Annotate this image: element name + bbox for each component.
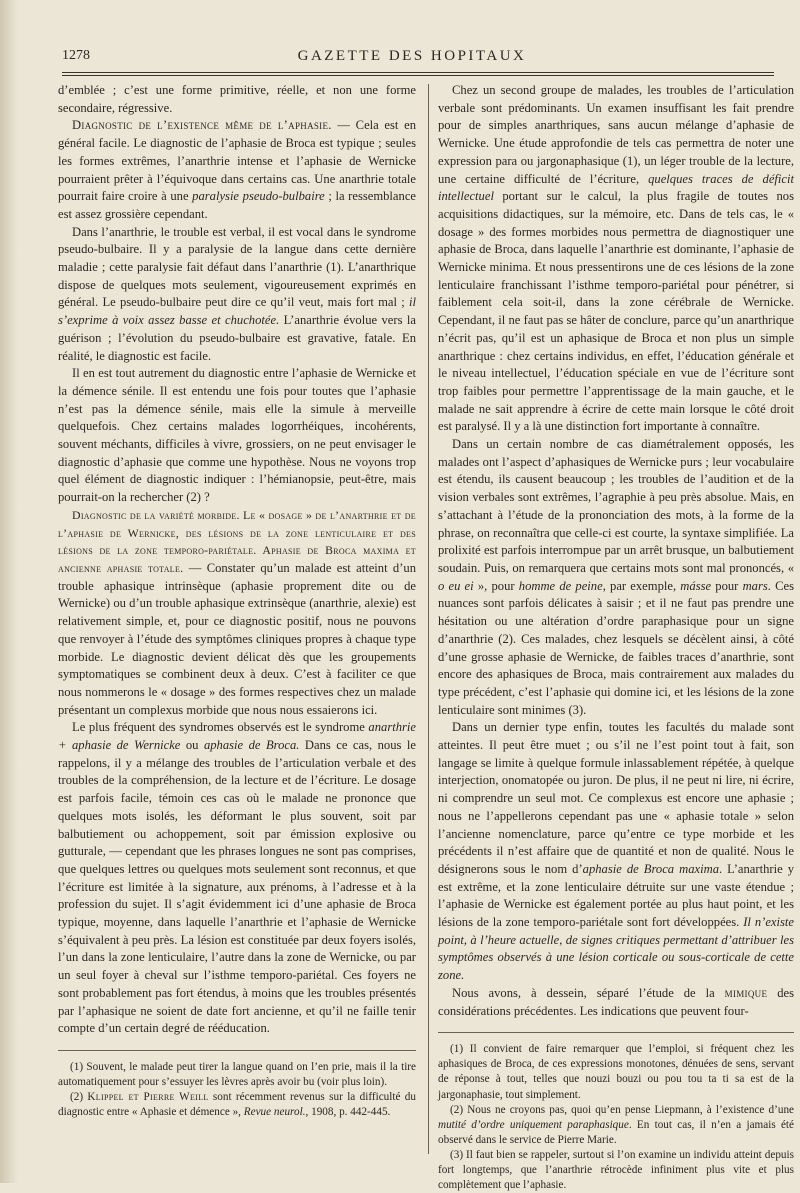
left-column xyxy=(58,82,416,1120)
paragraph: Dans un dernier type enfin, toutes les facultés du malade sont atteintes. Il peut être muet ; ou s’il ne l’est point tout à fait, son langage se limite à quelque formule inlassablement répétée, à quelque interjection, onomatopée ou juron. De plus, il ne peut ni lire, ni écrire, ni comprendre un seul mot. Ce complexus est encore une aphasie ; nous ne l’appellerons cependant pas une « aphasie totale » selon l’ancienne nomenclature, parce qu’entre ce type morbide et les précédents il n’est affaire que de quantité et non de qualité. Nous le désignerons sous le nom d’aphasie de Broca maxima. L’anarthrie y est extrême, et la zone lenticulaire détruite sur une vaste étendue ; l’aphasie de Wernicke est également portée au plus haut point, et les lésions de la zone temporo-pariétale sont fort développées. Il n’existe point, à l’heure actuelle, de signes critiques permettant d’attribuer les symptômes observés à une lésion corticale ou sous-corticale de cette zone. xyxy=(438,720,795,983)
paragraph: Diagnostic de l’existence même de l’aphasie. — Cela est en général facile. Le diagnostic de l’aphasie de Broca est typique ; seules les formes extrêmes, l’anarthrie intense et l’aphasie de Wernicke pourraient prêter à l’équivoque dans certains cas. Une anarthrie totale pourrait faire croire à une paralysie pseudo-bulbaire ; la ressemblance est assez grossière cependant. xyxy=(58,118,417,221)
section-heading: Diagnostic de l’existence même de l’aphasie. xyxy=(72,118,332,133)
footnote: (3) Il faut bien se rappeler, surtout si l’on examine un individu atteint depuis fort longtemps, que l’anarthrie rétrocède infiniment plus vite et plus complètement que l’aphasie. xyxy=(438,1148,794,1192)
header-rule-bottom xyxy=(62,75,774,76)
paragraph: Dans l’anarthrie, le trouble est verbal, il est vocal dans le syndrome pseudo-bulbaire. Il y a paralysie de la langue dans cette dernière maladie ; cette paralysie fait défaut dans l’anarthrie (1). L’anarthrique dispose de quelques mots seulement, vigoureusement exprimés en général. Le pseudo-bulbaire peut dire ce qu’il veut, mais fort mal ; il s’exprime à voix assez basse et chuchotée. L’anarthrie évolue vers la guérison ; l’évolution du pseudo-bulbaire est gravative, fatale. En réalité, le diagnostic est facile. xyxy=(58,224,416,363)
paragraph: Chez un second groupe de malades, les troubles de l’articulation verbale sont prédominants. Un examen insuffisant les fait prendre pour de simples anarthriques, sans aucun mélange d’aphasie de Wernicke. Une étude approfondie de tels cas permettra de noter une expression para ou jargonaphasique (1), un léger trouble de la lecture, une certaine difficulté de l’écriture, quelques traces de déficit intellectuel portant sur le calcul, la plus fragile de toutes nos acquisitions didactiques, sur la mémoire, etc. Dans de tels cas, le « dosage » des formes morbides nous permettra de diagnostiquer une aphasie de Broca, dans laquelle l’anarthrie est dominante, l’aphasie de Wernicke minima. Et nous pressentirons une de ces lésions de la zone lenticulaire franchissant l’isthme temporo-pariétal pour pénétrer, si faiblement cela soit-il, dans la zone cérébrale de Wernicke. Cependant, il ne faut pas se hâter de conclure, parce qu’un anarthrique n’écrit pas, qu’il est un aphasique de Broca et non plus un simple anarthrique : chez certains individus, en effet, l’éducation générale et le niveau intellectuel, l’éducation spéciale en vue de l’écriture sont trop faibles pour permettre l’apprentissage de la main gauche, et le malade ne sait apprendre à écrire de cette main lorsque le côté droit est paralysé. Il y a là une distinction fort importante à connaître. xyxy=(438,83,794,434)
footnote: (1) Il convient de faire remarquer que l’emploi, si fréquent chez les aphasiques de Broca, de ces expressions monotones, dénuées de sens, servant de réponse à tout, telles que nouzi bouzi ou pou tou ta ti sa est de la jargonaphasie, tout simplement. xyxy=(438,1043,794,1101)
footnote: (2) Klippel et Pierre Weill sont récemment revenus sur la difficulté du diagnostic entre « Aphasie et démence », Revue neurol., 1908, p. 442-445. xyxy=(58,1091,416,1119)
paragraph: d’emblée ; c’est une forme primitive, réelle, et non une forme secondaire, régressive. xyxy=(58,83,416,115)
paragraph: Le plus fréquent des syndromes observés est le syndrome anarthrie + aphasie de Wernicke ou aphasie de Broca. Dans ce cas, nous le rappelons, il y a mélange des troubles de l’articulation verbale et des troubles de la compréhension, de la lecture et de l’écriture. Le dosage est parfois facile, témoin ces cas où le malade ne prononce que quelques mots isolés, les déformant le plus souvent, soit par balbutiement ou achoppement, soit par émission explosive ou gutturale, — cependant que les phrases longues ne sont pas comprises, que quelques lettres ou quelques mots seulement sont reconnus, et que l’écriture est limitée à la signature, aux prénoms, à l’adresse et à la profession du sujet. Il s’agit évidemment ici d’une aphasie de Broca typique, moyenne, dans laquelle l’anarthrie et l’aphasie de Wernicke s’équivalent à peu près. La lésion est constituée par deux foyers isolés, l’un dans la zone lenticulaire, l’autre dans la zone de Wernicke, ou par un seul foyer à cheval sur l’isthme temporo-pariétal. Ces foyers ne sont probablement pas fort étendus, à moins que les troubles présentés par l’aphasique ne soient de date fort ancienne, et qu’il ne faille tenir compte d’un certain degré de rééducation. xyxy=(58,720,416,1036)
page-spine-shadow xyxy=(0,0,18,1183)
footnote-rule xyxy=(58,1050,416,1051)
page-number: 1278 xyxy=(62,48,90,63)
section-heading: Diagnostic de la variété morbide. Le « dosage » de l’anarthrie et de l’aphasie de Wernicke, des lésions de la zone lenticulaire et des lésions de la zone temporo-pariétale. Aphasie de Broca maxima et ancienne aphasie totale. xyxy=(58,507,416,575)
paragraph: Dans un certain nombre de cas diamétralement opposés, les malades ont l’aspect d’aphasiques de Wernicke purs ; leur vocabulaire est étendu, ils causent beaucoup ; les troubles de l’audition et de la vision verbales sont extrêmes, l’agraphie à peu près absolue. Mais, en s’attachant à l’étude de la prononciation des mots, à la forme de la phrase, on reconnaîtra que celle-ci est courte, la syntaxe simplifiée. La prolixité est parfois interrompue par un arrêt brusque, un balbutiement soudain. Puis, on remarquera que certains mots sont mal prononcés, « o eu ei », pour homme de peine, par exemple, másse pour mars. Ces nuances sont parfois délicates à saisir ; et il ne faut pas prendre une hésitation ou une altération d’ordre paraphasique pour un signe d’anarthrie (2). Ces malades, chez lesquels se décèlent ainsi, à côté d’une grosse aphasie de Wernicke, de faibles traces d’anarthrie, sont encore des aphasiques de Broca, mais contrairement aux malades du type précédent, c’est l’aphasie qui domine ici, et les lésions de la zone lenticulaire sont minimes (3). xyxy=(438,437,794,717)
right-column xyxy=(438,82,794,1193)
journal-title: GAZETTE DES HOPITAUX xyxy=(297,48,527,64)
paragraph: Nous avons, à dessein, séparé l’étude de la mimique des considérations précédentes. Les indications que peuvent four- xyxy=(438,985,794,1018)
footnote-rule xyxy=(438,1032,794,1033)
footnote: (1) Souvent, le malade peut tirer la langue quand on l’en prie, mais il la tire automatiquement pour s’essuyer les lèvres après avoir bu (voir plus loin). xyxy=(58,1060,416,1089)
running-header xyxy=(62,48,762,70)
paragraph: Il en est tout autrement du diagnostic entre l’aphasie de Wernicke et la démence sénile. Il est entendu une fois pour toutes que l’aphasie n’est pas la démence sénile, mais elle la simule à merveille quelquefois. Chez certains malades logorrhéiques, incohérents, souvent méchants, difficiles à vivre, grossiers, on ne peut envisager le diagnostic d’aphasie que comme une hypothèse. Nous ne voyons trop quel élément de diagnostic indiquer : l’hémianopsie, peut-être, mais pourrait-on la rechercher (2) ? xyxy=(58,366,416,505)
footnotes xyxy=(438,1042,794,1193)
footnote: (2) Nous ne croyons pas, quoi qu’en pense Liepmann, à l’existence d’une mutité d’ordre uniquement paraphasique. En tout cas, il n’en a jamais été observé dans le service de Pierre Marie. xyxy=(438,1103,794,1146)
footnotes xyxy=(58,1060,416,1120)
header-rule-top xyxy=(62,72,774,73)
column-divider xyxy=(428,84,429,1154)
paragraph: Diagnostic de la variété morbide. Le « dosage » de l’anarthrie et de l’aphasie de Wernicke, des lésions de la zone lenticulaire et des lésions de la zone temporo-pariétale. Aphasie de Broca maxima et ancienne aphasie totale. — Constater qu’un malade est atteint d’un trouble aphasique intrinsèque (aphasie proprement dite ou de Wernicke) ou d’un trouble aphasique extrinsèque (anarthrie, alexie) est relativement simple, et, pour ce diagnostic positif, nous ne pouvons que renvoyer à l’étude des symptômes cliniques propres à chaque type morbide. Le diagnostic devient délicat dès que les groupements symptomatiques se combinent deux à deux. C’est à faciliter ce que nous nommerons le « dosage » des formes respectives chez un malade présentant un complexus morbide que nous nous essaierons ici. xyxy=(58,507,417,717)
